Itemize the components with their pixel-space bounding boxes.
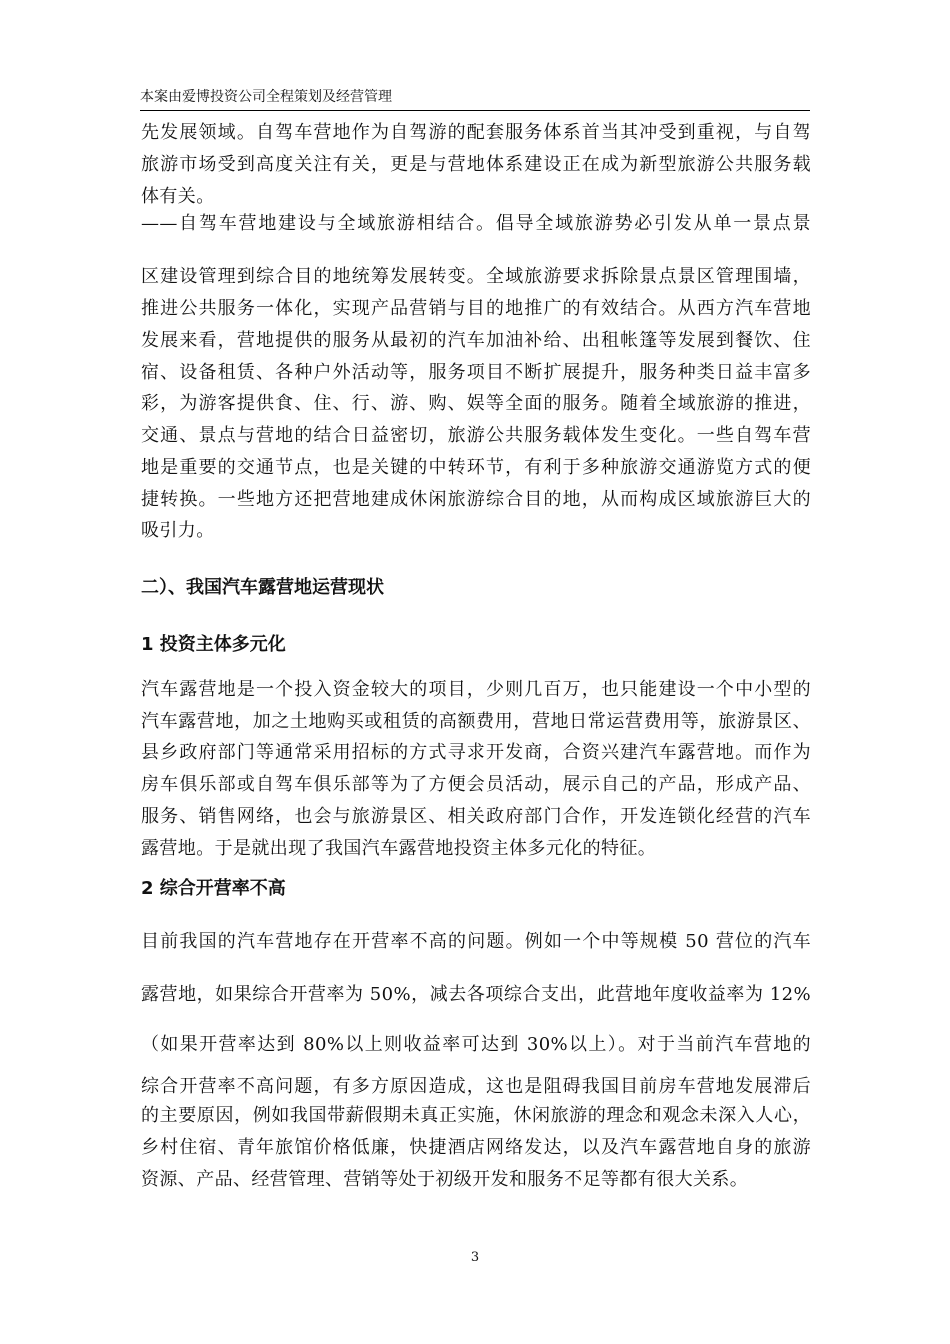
paragraph-line: 推进公共服务一体化，实现产品营销与目的地推广的有效结合。从西方汽车营地 — [141, 298, 811, 319]
paragraph-line: 汽车露营地，加之土地购买或租赁的高额费用，营地日常运营费用等，旅游景区、 — [141, 711, 811, 732]
paragraph-line: 服务、销售网络，也会与旅游景区、相关政府部门合作，开发连锁化经营的汽车 — [141, 806, 811, 827]
paragraph-line: 的主要原因，例如我国带薪假期未真正实施，休闲旅游的理念和观念未深入人心， — [141, 1105, 811, 1126]
paragraph-line: 区建设管理到综合目的地统筹发展转变。全域旅游要求拆除景点景区管理围墙， — [141, 266, 811, 287]
paragraph-line: 县乡政府部门等通常采用招标的方式寻求开发商，合资兴建汽车露营地。而作为 — [141, 742, 811, 763]
paragraph-line: 汽车露营地是一个投入资金较大的项目，少则几百万，也只能建设一个中小型的 — [141, 679, 811, 700]
paragraph-line: 体有关。 — [141, 186, 215, 207]
paragraph-line: ——自驾车营地建设与全域旅游相结合。倡导全域旅游势必引发从单一景点景 — [141, 213, 811, 234]
paragraph-line: 先发展领域。自驾车营地作为自驾游的配套服务体系首当其冲受到重视，与自驾 — [141, 122, 811, 143]
subsection-heading: 1 投资主体多元化 — [141, 634, 286, 655]
paragraph-line: 交通、景点与营地的结合日益密切，旅游公共服务载体发生变化。一些自驾车营 — [141, 425, 811, 446]
paragraph-line: 发展来看，营地提供的服务从最初的汽车加油补给、出租帐篷等发展到餐饮、住 — [141, 330, 811, 351]
paragraph-line: 乡村住宿、青年旅馆价格低廉，快捷酒店网络发达，以及汽车露营地自身的旅游 — [141, 1137, 811, 1158]
page-number: 3 — [470, 1250, 480, 1265]
paragraph-line: 旅游市场受到高度关注有关，更是与营地体系建设正在成为新型旅游公共服务载 — [141, 154, 811, 175]
paragraph-line: 露营地。于是就出现了我国汽车露营地投资主体多元化的特征。 — [141, 838, 657, 859]
paragraph-line: 资源、产品、经营管理、营销等处于初级开发和服务不足等都有很大关系。 — [141, 1169, 749, 1190]
paragraph-line: 吸引力。 — [141, 520, 215, 541]
header-divider — [140, 110, 810, 111]
paragraph-line: 地是重要的交通节点，也是关键的中转环节，有利于多种旅游交通游览方式的便 — [141, 457, 811, 478]
paragraph-line: 综合开营率不高问题，有多方原因造成，这也是阻碍我国目前房车营地发展滞后 — [141, 1076, 811, 1097]
paragraph-line: 露营地，如果综合开营率为 50%，减去各项综合支出，此营地年度收益率为 12% — [141, 984, 811, 1005]
section-heading: 二）、我国汽车露营地运营现状 — [141, 577, 384, 598]
paragraph-line: 房车俱乐部或自驾车俱乐部等为了方便会员活动，展示自己的产品，形成产品、 — [141, 774, 811, 795]
paragraph-line: 目前我国的汽车营地存在开营率不高的问题。例如一个中等规模 50 营位的汽车 — [141, 931, 811, 952]
subsection-heading: 2 综合开营率不高 — [141, 878, 286, 899]
paragraph-line: 彩，为游客提供食、住、行、游、购、娱等全面的服务。随着全域旅游的推进， — [141, 393, 811, 414]
page-header: 本案由爱博投资公司全程策划及经营管理 — [140, 89, 392, 105]
paragraph-line: 捷转换。一些地方还把营地建成休闲旅游综合目的地，从而构成区域旅游巨大的 — [141, 489, 811, 510]
paragraph-line: （如果开营率达到 80%以上则收益率可达到 30%以上）。对于当前汽车营地的 — [141, 1034, 811, 1055]
paragraph-line: 宿、设备租赁、各种户外活动等，服务项目不断扩展提升，服务种类日益丰富多 — [141, 362, 811, 383]
